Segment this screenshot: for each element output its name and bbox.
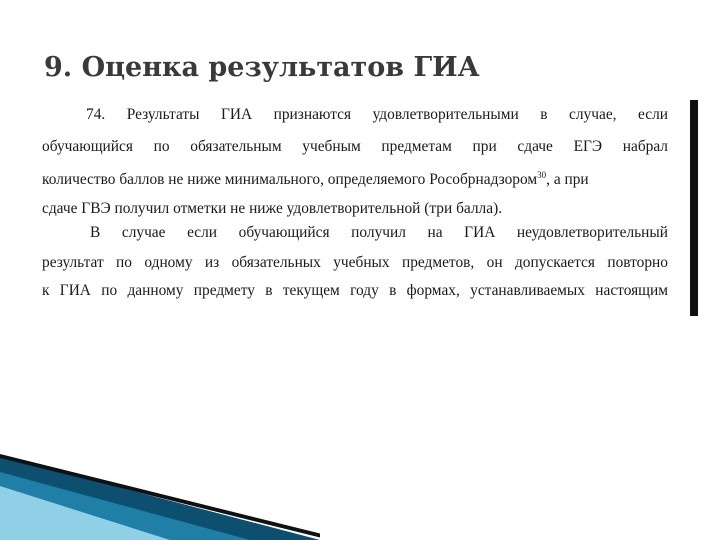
footnote-reference: 30 bbox=[537, 170, 547, 180]
scanned-document-excerpt bbox=[42, 96, 668, 316]
document-line: В случае если обучающийся получил на ГИА неудовлетворительный bbox=[90, 224, 668, 241]
document-line-tail: , а при bbox=[546, 171, 589, 189]
document-line: обучающийся по обязательным учебным предметам при сдаче ЕГЭ набрал bbox=[42, 138, 668, 155]
document-line: к ГИА по данному предмету в текущем году в формах, устанавливаемых настоящим bbox=[42, 282, 668, 299]
document-line: 74. Результаты ГИА признаются удовлетворительными в случае, если bbox=[86, 106, 668, 123]
document-line: результат по одному из обязательных учебных предметов, он допускается повторно bbox=[42, 254, 668, 271]
document-line bbox=[42, 170, 668, 189]
slide-title: 9. Оценка результатов ГИА bbox=[44, 52, 480, 83]
document-line-text: количество баллов не ниже минимального, определяемого Рособрнадзором bbox=[42, 171, 538, 189]
decorative-corner-swoosh bbox=[0, 450, 320, 540]
scan-edge-bar bbox=[690, 100, 698, 316]
document-line: сдаче ГВЭ получил отметки не ниже удовлетворительной (три балла). bbox=[42, 200, 503, 217]
